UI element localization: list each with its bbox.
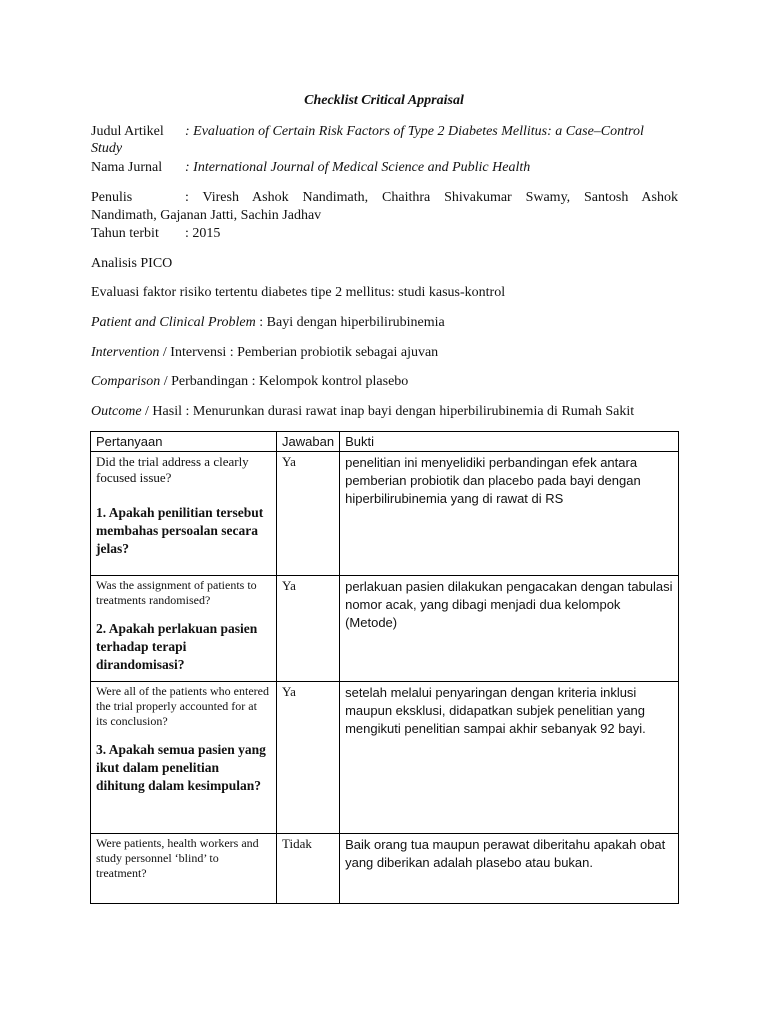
answer-value: Ya [282,454,296,469]
judul-value-continued: Study [91,141,123,156]
evidence-text: Baik orang tua maupun perawat diberitahu apakah obat yang diberikan adalah plasebo atau bukan. [345,837,666,870]
table-row [91,834,679,904]
tahun-value: : 2015 [185,226,221,241]
question-cell [91,452,277,576]
pico-comparison [91,373,408,390]
outcome-value: / Hasil : Menurunkan durasi rawat inap bayi dengan hiperbilirubinemia di Rumah Sakit [141,404,635,419]
question-id: 3. Apakah semua pasien yang ikut dalam penelitian dihitung dalam kesimpulan? [96,742,266,793]
penulis-block [91,189,678,206]
tahun-label: Tahun terbit [91,226,159,241]
answer-cell [277,682,340,834]
question-id: 1. Apakah penilitian tersebut membahas persoalan secara jelas? [96,505,264,556]
penulis-label: Penulis [91,190,133,205]
table-row [91,576,679,682]
evidence-cell [340,576,679,682]
pico-outcome [91,403,634,420]
intervention-label: Intervention [91,345,160,360]
table-row [91,452,679,576]
document-title: Checklist Critical Appraisal [304,93,464,108]
answer-value: Ya [282,684,296,699]
pico-heading: Analisis PICO [91,256,173,271]
header-pertanyaan: Pertanyaan [91,432,277,452]
evidence-cell [340,452,679,576]
answer-cell [277,576,340,682]
patient-label: Patient and Clinical Problem [91,315,256,330]
answer-cell [277,452,340,576]
penulis-line [91,189,678,206]
jurnal-line [91,159,530,176]
penulis-value-continued: Nandimath, Gajanan Jatti, Sachin Jadhav [91,208,322,223]
header-jawaban: Jawaban [277,432,340,452]
outcome-label: Outcome [91,404,142,419]
pico-intervention [91,344,438,361]
header-bukti: Bukti [340,432,679,452]
question-cell [91,682,277,834]
tahun-line [91,225,220,242]
judul-line [91,123,644,140]
evidence-cell [340,834,679,904]
patient-value: : Bayi dengan hiperbilirubinemia [255,315,445,330]
judul-value: : Evaluation of Certain Risk Factors of Type 2 Diabetes Mellitus: a Case–Control [185,124,644,139]
answer-value: Ya [282,578,296,593]
comparison-label: Comparison [91,374,161,389]
table-row [91,682,679,834]
pico-summary: Evaluasi faktor risiko tertentu diabetes tipe 2 mellitus: studi kasus-kontrol [91,285,506,300]
question-en: Did the trial address a clearly focused issue? [96,454,249,485]
penulis-value: : Viresh Ashok Nandimath, Chaithra Shivakumar Swamy, Santosh Ashok [185,190,678,205]
question-en: Were patients, health workers and study personnel ‘blind’ to treatment? [96,836,259,880]
comparison-value: / Perbandingan : Kelompok kontrol plasebo [160,374,409,389]
intervention-value: / Intervensi : Pemberian probiotik sebagai ajuvan [159,345,439,360]
question-cell [91,576,277,682]
question-en: Was the assignment of patients to treatments randomised? [96,578,257,607]
evidence-text: setelah melalui penyaringan dengan kriteria inklusi maupun eksklusi, didapatkan subjek penelitian yang mengikuti penelitian sampai akhir sebanyak 92 bayi. [345,685,646,736]
pico-patient [91,314,445,331]
jurnal-label: Nama Jurnal [91,160,163,175]
jurnal-value: : International Journal of Medical Science and Public Health [185,160,531,175]
question-en: Were all of the patients who entered the trial properly accounted for at its conclusion? [96,684,269,728]
evidence-cell [340,682,679,834]
answer-cell [277,834,340,904]
evidence-text: penelitian ini menyelidiki perbandingan efek antara pemberian probiotik dan placebo pada bayi dengan hiperbilirubinemia yang di rawat di RS [345,455,641,506]
appraisal-table [90,431,679,904]
question-cell [91,834,277,904]
judul-label: Judul Artikel [91,124,164,139]
answer-value: Tidak [282,836,312,851]
question-id: 2. Apakah perlakuan pasien terhadap terapi dirandomisasi? [96,621,258,672]
evidence-text: perlakuan pasien dilakukan pengacakan dengan tabulasi nomor acak, yang dibagi menjadi dua kelompok (Metode) [345,579,673,630]
table-header-row [91,432,679,452]
